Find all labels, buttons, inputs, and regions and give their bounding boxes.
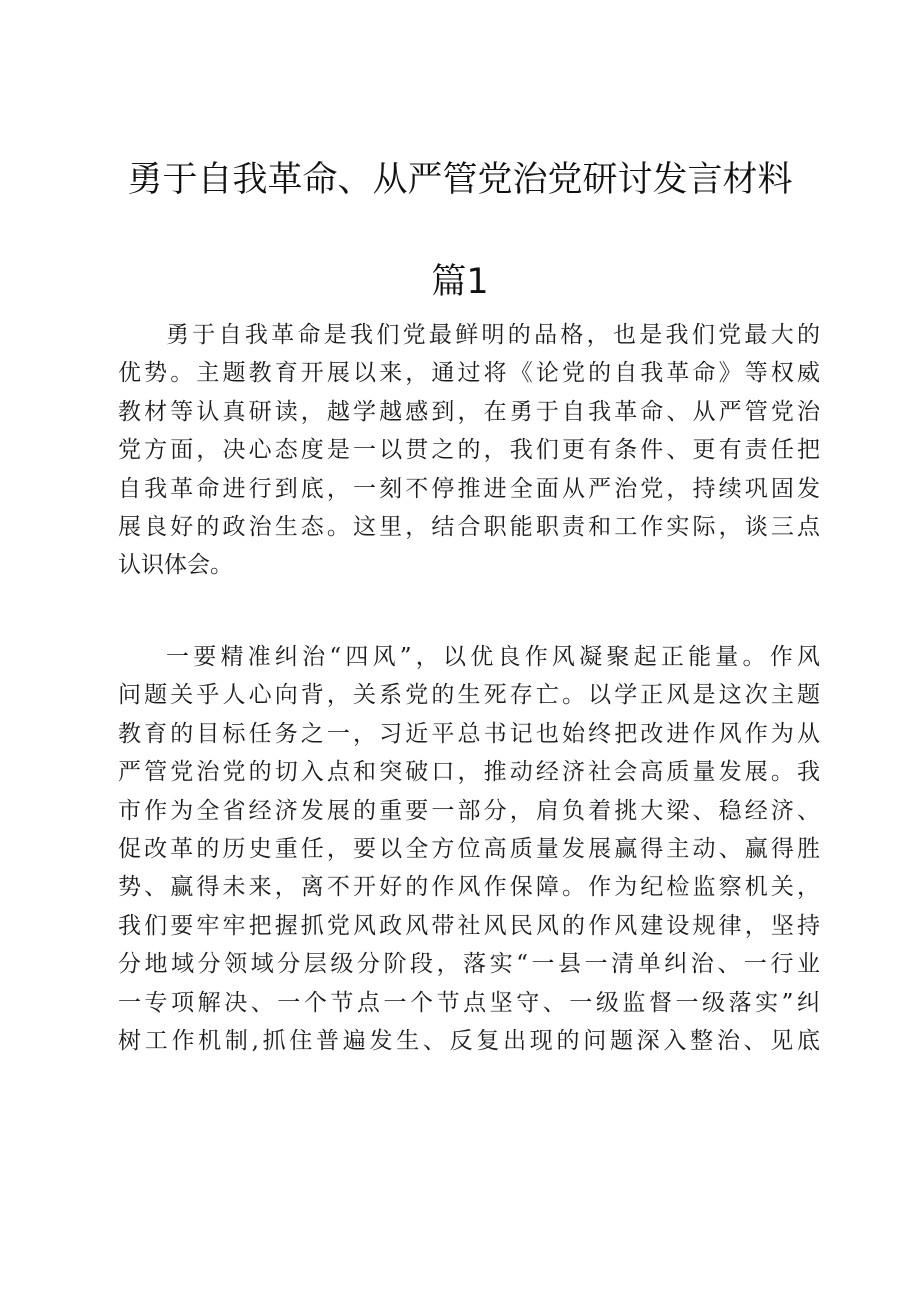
paragraph-line: 市作为全省经济发展的重要一部分，肩负着挑大梁、稳经济、 — [118, 797, 820, 824]
paragraph-line: 教材等认真研读，越学越感到，在勇于自我革命、从严管党治 — [118, 398, 820, 425]
paragraph-2 — [118, 638, 820, 1060]
paragraph-line: 势、赢得未来，离不开好的作风作保障。作为纪检监察机关， — [118, 874, 820, 901]
paragraph-line: 严管党治党的切入点和突破口，推动经济社会高质量发展。我 — [118, 759, 820, 786]
paragraph-line: 我们要牢牢把握抓党风政风带社风民风的作风建设规律，坚持 — [118, 912, 820, 939]
paragraph-line: 问题关乎人心向背，关系党的生死存亡。以学正风是这次主题 — [118, 682, 820, 709]
paragraph-line: 树工作机制,抓住普遍发生、反复出现的问题深入整治、见底 — [118, 1027, 820, 1054]
paragraph-line: 促改革的历史重任，要以全方位高质量发展赢得主动、赢得胜 — [118, 835, 820, 862]
paragraph-line: 教育的目标任务之一，习近平总书记也始终把改进作风作为从 — [118, 720, 820, 747]
document-subtitle: 篇1 — [431, 262, 489, 302]
paragraph-line: 分地域分领域分层级分阶段，落实“一县一清单纠治、一行业 — [118, 951, 820, 978]
paragraph-line: 认识体会。 — [118, 552, 233, 579]
paragraph-line: 自我革命进行到底，一刻不停推进全面从严治党，持续巩固发 — [118, 475, 820, 502]
paragraph-line: 党方面，决心态度是一以贯之的，我们更有条件、更有责任把 — [118, 437, 820, 464]
paragraph-line: 优势。主题教育开展以来，通过将《论党的自我革命》等权威 — [118, 360, 820, 387]
paragraph-line: 勇于自我革命是我们党最鲜明的品格，也是我们党最大的 — [166, 322, 820, 348]
document-title: 勇于自我革命、从严管党治党研讨发言材料 — [127, 160, 793, 200]
paragraph-line: 一专项解决、一个节点一个节点坚守、一级监督一级落实”纠 — [118, 989, 820, 1016]
paragraph-line: 展良好的政治生态。这里，结合职能职责和工作实际，谈三点 — [118, 513, 820, 540]
paragraph-1 — [118, 316, 820, 585]
paragraph-line: 一要精准纠治“四风”，以优良作风凝聚起正能量。作风 — [166, 644, 820, 670]
